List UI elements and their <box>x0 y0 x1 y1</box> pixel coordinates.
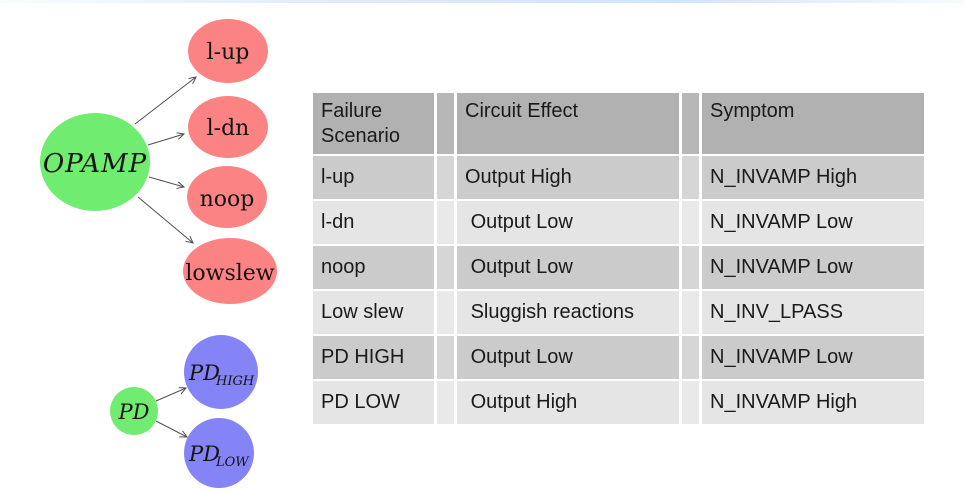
edge-pd-high <box>156 388 186 401</box>
pd-high-node-subscript: HIGH <box>216 374 255 389</box>
failure-scenario-table <box>313 93 924 424</box>
failure-node-lowslew-label: lowslew <box>185 261 275 286</box>
cell-effect: Output Low <box>457 246 679 289</box>
header-cell-symptom: Symptom <box>702 93 924 154</box>
spacer-cell <box>682 291 699 334</box>
spacer-cell <box>437 246 454 289</box>
cell-symptom: N_INVAMP High <box>702 156 924 199</box>
edge-pd-low <box>156 421 187 437</box>
spacer-cell <box>682 156 699 199</box>
cell-effect: Output High <box>457 156 679 199</box>
spacer-cell <box>437 336 454 379</box>
spacer-cell <box>437 201 454 244</box>
cell-symptom: N_INV_LPASS <box>702 291 924 334</box>
cell-scenario: l-up <box>313 156 434 199</box>
cell-scenario: PD LOW <box>313 381 434 424</box>
header-cell-failure-scenario: Failure Scenario <box>313 93 434 154</box>
spacer-cell <box>437 156 454 199</box>
cell-symptom: N_INVAMP Low <box>702 201 924 244</box>
cell-effect: Output High <box>457 381 679 424</box>
pd-high-node-label: PD <box>189 361 220 385</box>
edge-opamp-lup <box>135 77 196 124</box>
pd-low-node-label: PD <box>189 442 220 466</box>
cell-symptom: N_INVAMP Low <box>702 336 924 379</box>
pd-node-label: PD <box>118 400 150 424</box>
cell-effect: Output Low <box>457 201 679 244</box>
edge-opamp-lowslew <box>138 197 193 243</box>
cell-symptom: N_INVAMP High <box>702 381 924 424</box>
edge-opamp-noop <box>149 177 184 187</box>
spacer-cell <box>437 381 454 424</box>
cell-scenario: Low slew <box>313 291 434 334</box>
spacer-cell <box>682 336 699 379</box>
spacer-cell <box>682 246 699 289</box>
cell-scenario: PD HIGH <box>313 336 434 379</box>
fault-tree-diagram <box>0 0 320 492</box>
spacer-cell <box>682 381 699 424</box>
header-cell-circuit-effect: Circuit Effect <box>457 93 679 154</box>
edge-opamp-ldn <box>148 134 184 145</box>
cell-scenario: l-dn <box>313 201 434 244</box>
pd-low-node-subscript: LOW <box>216 455 249 470</box>
cell-effect: Output Low <box>457 336 679 379</box>
cell-symptom: N_INVAMP Low <box>702 246 924 289</box>
failure-node-l-up-label: l-up <box>206 40 250 65</box>
header-spacer-cell <box>682 93 699 154</box>
opamp-node-label: OPAMP <box>42 149 148 179</box>
failure-node-noop-label: noop <box>199 187 255 212</box>
cell-effect: Sluggish reactions <box>457 291 679 334</box>
spacer-cell <box>437 291 454 334</box>
spacer-cell <box>682 201 699 244</box>
header-spacer-cell <box>437 93 454 154</box>
failure-node-l-dn-label: l-dn <box>206 116 250 141</box>
cell-scenario: noop <box>313 246 434 289</box>
